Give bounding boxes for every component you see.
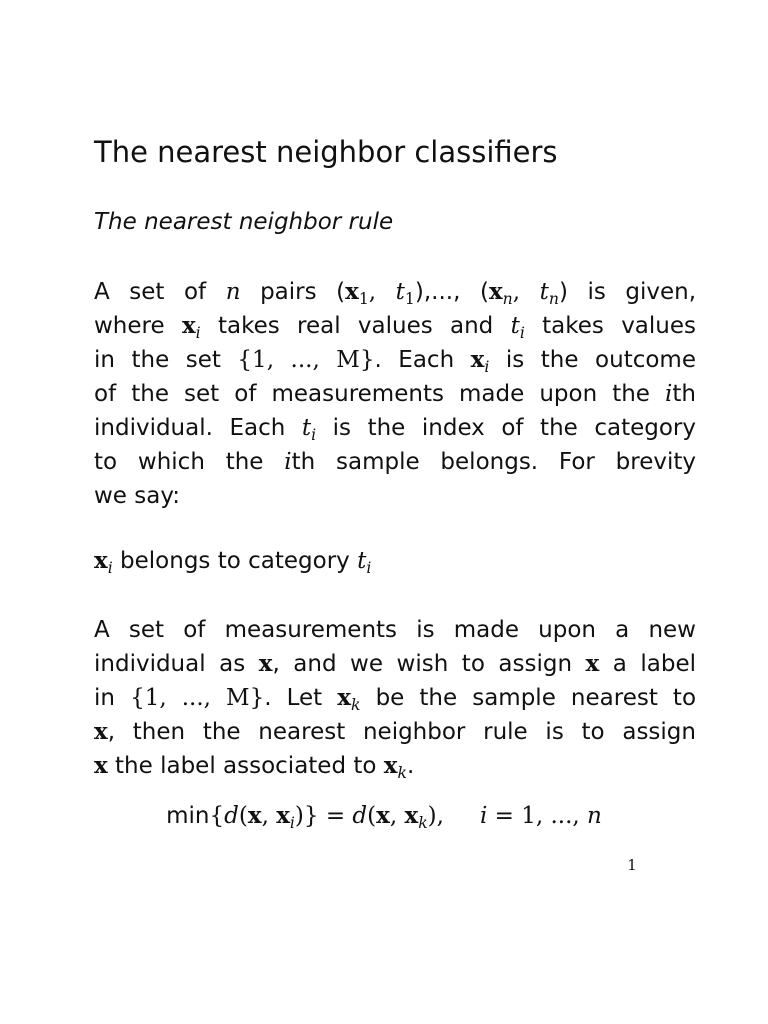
belongs-statement <box>94 544 371 578</box>
text-run: A set of measurements is made upon a new <box>94 617 696 643</box>
text-run: we say: <box>94 483 181 509</box>
paragraph-line <box>94 411 696 445</box>
slide-subtitle: The nearest neighbor rule <box>94 209 394 235</box>
text-run: ( <box>238 803 248 829</box>
text-run: , <box>368 279 396 305</box>
math-subscript: k <box>397 763 407 782</box>
math-var-i: i <box>284 449 292 475</box>
text-run: takes values <box>524 313 696 339</box>
math-subscript: k <box>418 813 428 832</box>
text-run: of the set of measurements made upon the <box>94 381 666 407</box>
text-run: ), <box>427 803 444 829</box>
paragraph-line <box>94 445 696 479</box>
math-func-d: d <box>224 803 239 829</box>
text-run: { <box>209 803 225 829</box>
math-set: {1, ..., M} <box>130 685 265 711</box>
text-run: . <box>406 753 415 779</box>
math-operator-min: min <box>166 803 210 829</box>
math-subscript: i <box>519 323 525 342</box>
text-run: , <box>261 803 277 829</box>
math-func-d: d <box>352 803 368 829</box>
text-run: where <box>94 313 182 339</box>
math-subscript: 1 <box>358 289 369 308</box>
math-vector-x: x <box>345 278 359 305</box>
text-run: is the index of the category <box>316 415 696 441</box>
math-subscript: n <box>502 289 513 308</box>
text-run: ),..., ( <box>414 279 489 305</box>
math-subscript: i <box>107 558 113 577</box>
text-run: in the set <box>94 347 238 373</box>
text-run: , <box>512 279 540 305</box>
text-run: . Let <box>264 685 338 711</box>
math-set: {1, ..., M} <box>237 347 375 373</box>
text-run: individual as <box>94 651 259 677</box>
text-run: th sample belongs. For brevity <box>291 449 696 475</box>
paragraph-nn-rule <box>94 613 696 783</box>
text-run: . Each <box>374 347 471 373</box>
text-run: individual. Each <box>94 415 302 441</box>
math-subscript: k <box>351 695 361 714</box>
math-subscript: i <box>484 357 490 376</box>
math-subscript: n <box>548 289 559 308</box>
math-vector-x: x <box>94 752 108 779</box>
text-run: ) is given, <box>558 279 697 305</box>
text-run: )} = <box>294 803 353 829</box>
math-subscript: 1 <box>404 289 415 308</box>
text-run: to which the <box>94 449 285 475</box>
math-var-t: t <box>395 279 405 305</box>
math-vector-x: x <box>585 650 600 677</box>
math-vector-x: x <box>94 547 108 574</box>
paragraph-line <box>94 275 696 309</box>
math-var-i: i <box>479 803 488 829</box>
math-var-t: t <box>539 279 549 305</box>
text-run: be the sample nearest to <box>360 685 697 711</box>
text-run: , <box>389 803 405 829</box>
text-run: A set of <box>94 279 226 305</box>
math-var-t: t <box>357 548 367 574</box>
math-vector-x: x <box>181 312 196 339</box>
text-run: the label associated to <box>107 753 384 779</box>
text-run: th <box>672 381 696 407</box>
paragraph-training-set <box>94 275 696 513</box>
paragraph-line <box>94 715 696 749</box>
slide-title: The nearest neighbor classifiers <box>94 135 558 169</box>
nearest-neighbor-equation <box>0 798 768 834</box>
math-vector-x: x <box>247 802 262 829</box>
math-vector-x: x <box>404 802 419 829</box>
paragraph-line <box>94 749 696 783</box>
math-var-i: i <box>665 381 673 407</box>
text-run: pairs ( <box>240 279 346 305</box>
paragraph-line <box>94 479 696 513</box>
math-var-n: n <box>587 803 602 829</box>
text-run: , and we wish to assign <box>272 651 586 677</box>
paragraph-line <box>94 377 696 411</box>
text-run: in <box>94 685 131 711</box>
math-vector-x: x <box>488 278 503 305</box>
math-vector-x: x <box>383 752 398 779</box>
text-run: belongs to category <box>112 548 358 574</box>
text-run: a label <box>599 651 697 677</box>
math-vector-x: x <box>376 802 390 829</box>
math-subscript: i <box>195 323 201 342</box>
text-run: , then the nearest neighbor rule is to assign <box>107 719 696 745</box>
math-vector-x: x <box>470 346 485 373</box>
math-subscript: i <box>366 558 372 577</box>
math-subscript: i <box>311 425 317 444</box>
math-var-n: n <box>225 279 241 305</box>
math-subscript: i <box>289 813 295 832</box>
page-number: 1 <box>627 856 637 874</box>
paragraph-line <box>94 647 696 681</box>
text-run: = 1, ..., <box>487 803 588 829</box>
math-var-t: t <box>301 415 312 441</box>
paragraph-line <box>94 309 696 343</box>
math-vector-x: x <box>276 802 290 829</box>
paragraph-line <box>94 681 696 715</box>
paragraph-line <box>94 343 696 377</box>
paragraph-line <box>94 613 696 647</box>
math-vector-x: x <box>94 718 108 745</box>
equation-index-range <box>480 798 602 834</box>
math-vector-x: x <box>258 650 273 677</box>
text-run: is the outcome <box>489 347 696 373</box>
text-run: ( <box>367 803 377 829</box>
math-vector-x: x <box>337 684 352 711</box>
text-run: takes real values and <box>200 313 511 339</box>
math-var-t: t <box>510 313 520 339</box>
